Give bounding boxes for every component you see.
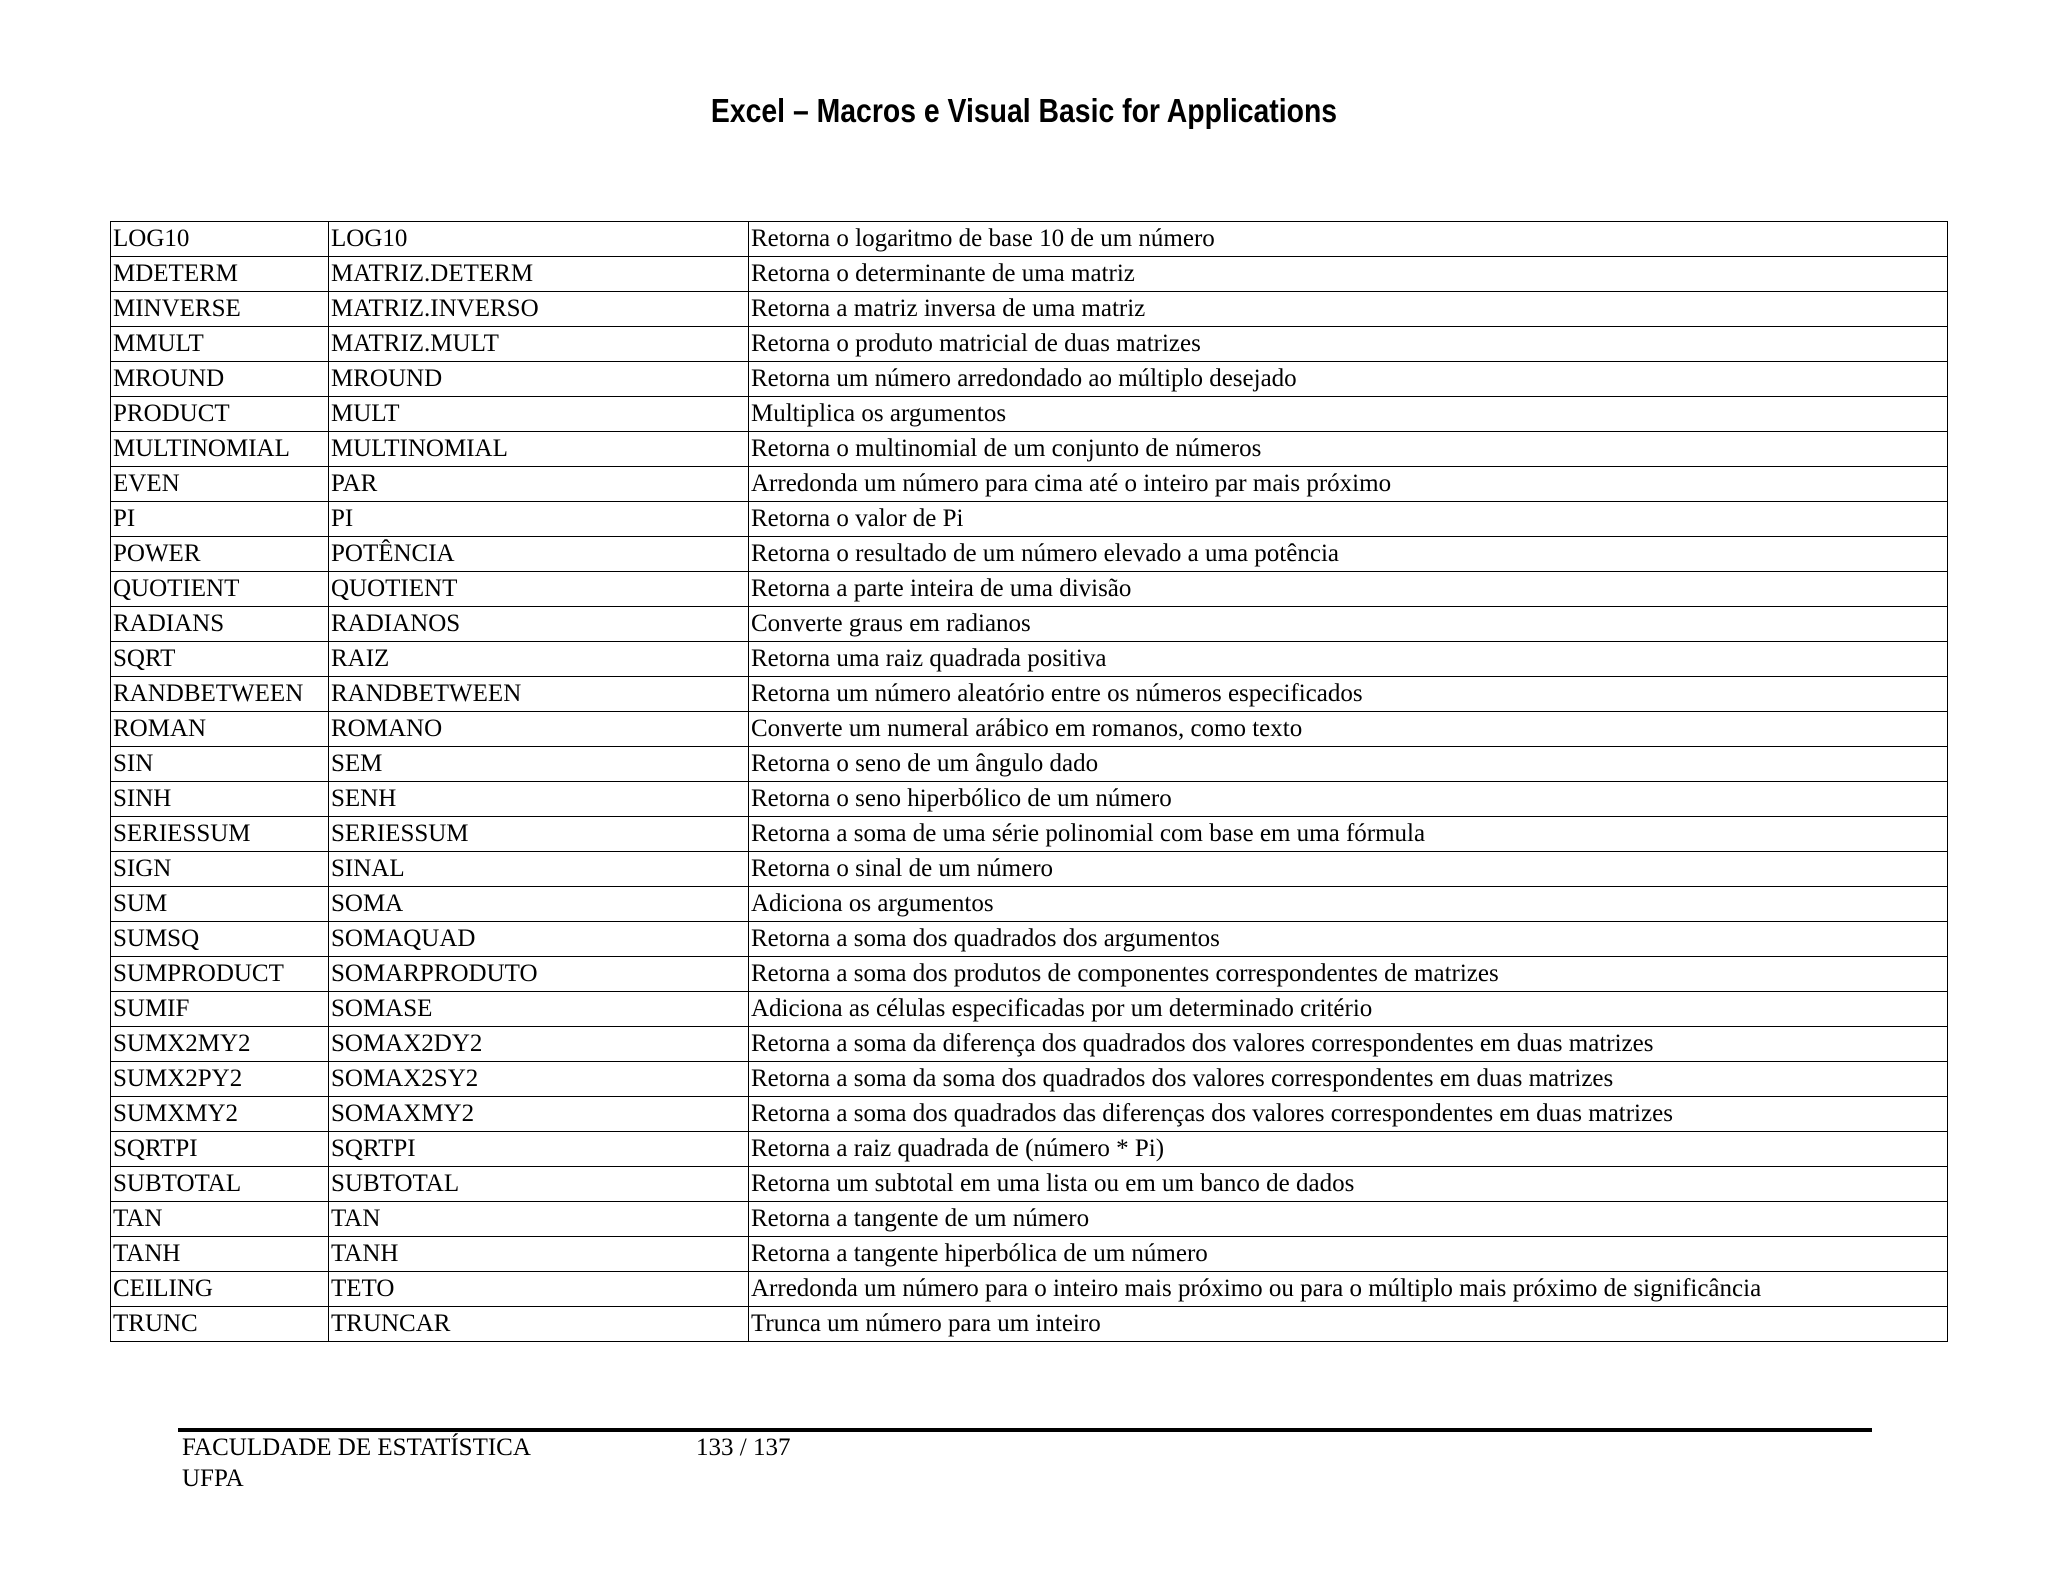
function-name-en-cell: CEILING xyxy=(111,1272,329,1307)
function-name-pt-cell: SOMARPRODUTO xyxy=(329,957,749,992)
table-row xyxy=(111,992,1948,1027)
function-name-en-cell: TAN xyxy=(111,1202,329,1237)
function-name-pt-cell: MROUND xyxy=(329,362,749,397)
table-row xyxy=(111,572,1948,607)
function-name-pt-cell: PAR xyxy=(329,467,749,502)
function-name-pt-cell: RANDBETWEEN xyxy=(329,677,749,712)
function-name-en-cell: MINVERSE xyxy=(111,292,329,327)
function-name-pt-cell: SOMAQUAD xyxy=(329,922,749,957)
function-name-en-cell: PRODUCT xyxy=(111,397,329,432)
table-row xyxy=(111,1167,1948,1202)
function-name-pt-cell: TRUNCAR xyxy=(329,1307,749,1342)
function-name-en-cell: SUMX2MY2 xyxy=(111,1027,329,1062)
function-description-cell: Retorna um número arredondado ao múltiplo desejado xyxy=(749,362,1948,397)
function-description-cell: Retorna o produto matricial de duas matrizes xyxy=(749,327,1948,362)
table-row xyxy=(111,957,1948,992)
function-description-cell: Multiplica os argumentos xyxy=(749,397,1948,432)
function-description-cell: Retorna a parte inteira de uma divisão xyxy=(749,572,1948,607)
function-description-cell: Converte graus em radianos xyxy=(749,607,1948,642)
table-row xyxy=(111,1307,1948,1342)
table-row xyxy=(111,1272,1948,1307)
function-description-cell: Arredonda um número para cima até o inteiro par mais próximo xyxy=(749,467,1948,502)
function-description-cell: Retorna a raiz quadrada de (número * Pi) xyxy=(749,1132,1948,1167)
table-row xyxy=(111,922,1948,957)
function-name-pt-cell: TETO xyxy=(329,1272,749,1307)
function-description-cell: Adiciona as células especificadas por um determinado critério xyxy=(749,992,1948,1027)
function-name-en-cell: PI xyxy=(111,502,329,537)
function-name-pt-cell: POTÊNCIA xyxy=(329,537,749,572)
function-description-cell: Retorna o sinal de um número xyxy=(749,852,1948,887)
function-name-en-cell: SUMIF xyxy=(111,992,329,1027)
function-name-en-cell: MROUND xyxy=(111,362,329,397)
table-row xyxy=(111,502,1948,537)
function-description-cell: Converte um numeral arábico em romanos, como texto xyxy=(749,712,1948,747)
function-description-cell: Trunca um número para um inteiro xyxy=(749,1307,1948,1342)
table-row xyxy=(111,397,1948,432)
page-number: 133 / 137 xyxy=(696,1434,791,1461)
function-name-pt-cell: SOMAXMY2 xyxy=(329,1097,749,1132)
table-row xyxy=(111,292,1948,327)
table-row xyxy=(111,222,1948,257)
footer-org-line2: UFPA xyxy=(182,1465,244,1492)
table-row xyxy=(111,1132,1948,1167)
function-description-cell: Retorna o resultado de um número elevado a uma potência xyxy=(749,537,1948,572)
function-name-pt-cell: SEM xyxy=(329,747,749,782)
function-name-en-cell: SUBTOTAL xyxy=(111,1167,329,1202)
table-row xyxy=(111,817,1948,852)
function-name-en-cell: SUMX2PY2 xyxy=(111,1062,329,1097)
function-name-pt-cell: SOMASE xyxy=(329,992,749,1027)
function-name-en-cell: SIN xyxy=(111,747,329,782)
function-name-en-cell: MDETERM xyxy=(111,257,329,292)
function-description-cell: Retorna a soma da diferença dos quadrados dos valores correspondentes em duas matrizes xyxy=(749,1027,1948,1062)
function-name-en-cell: EVEN xyxy=(111,467,329,502)
function-name-en-cell: MULTINOMIAL xyxy=(111,432,329,467)
function-description-cell: Retorna o multinomial de um conjunto de números xyxy=(749,432,1948,467)
table-row xyxy=(111,327,1948,362)
function-name-en-cell: TANH xyxy=(111,1237,329,1272)
page-title: Excel – Macros e Visual Basic for Applications xyxy=(710,92,1338,129)
function-name-en-cell: SIGN xyxy=(111,852,329,887)
function-name-pt-cell: MULTINOMIAL xyxy=(329,432,749,467)
function-name-en-cell: SQRT xyxy=(111,642,329,677)
table-row xyxy=(111,747,1948,782)
function-name-pt-cell: SERIESSUM xyxy=(329,817,749,852)
table-row xyxy=(111,432,1948,467)
table-row xyxy=(111,782,1948,817)
function-description-cell: Retorna a tangente hiperbólica de um número xyxy=(749,1237,1948,1272)
function-name-en-cell: SQRTPI xyxy=(111,1132,329,1167)
function-name-pt-cell: RAIZ xyxy=(329,642,749,677)
function-name-en-cell: POWER xyxy=(111,537,329,572)
table-row xyxy=(111,852,1948,887)
function-description-cell: Retorna o valor de Pi xyxy=(749,502,1948,537)
table-row xyxy=(111,467,1948,502)
function-description-cell: Retorna um número aleatório entre os números especificados xyxy=(749,677,1948,712)
function-name-en-cell: SERIESSUM xyxy=(111,817,329,852)
function-name-pt-cell: TANH xyxy=(329,1237,749,1272)
footer-org-line1: FACULDADE DE ESTATÍSTICA xyxy=(182,1434,531,1461)
function-name-en-cell: SINH xyxy=(111,782,329,817)
function-name-en-cell: RADIANS xyxy=(111,607,329,642)
function-name-pt-cell: MATRIZ.DETERM xyxy=(329,257,749,292)
table-row xyxy=(111,1062,1948,1097)
function-name-en-cell: SUMXMY2 xyxy=(111,1097,329,1132)
function-name-en-cell: ROMAN xyxy=(111,712,329,747)
function-name-pt-cell: SENH xyxy=(329,782,749,817)
table-row xyxy=(111,712,1948,747)
footer-organization xyxy=(182,1432,531,1494)
function-name-en-cell: SUMPRODUCT xyxy=(111,957,329,992)
function-name-pt-cell: SOMAX2DY2 xyxy=(329,1027,749,1062)
function-description-cell: Retorna a soma dos quadrados dos argumentos xyxy=(749,922,1948,957)
function-name-pt-cell: LOG10 xyxy=(329,222,749,257)
function-table-body xyxy=(111,222,1948,1342)
function-description-cell: Retorna uma raiz quadrada positiva xyxy=(749,642,1948,677)
function-name-en-cell: SUMSQ xyxy=(111,922,329,957)
table-row xyxy=(111,607,1948,642)
function-description-cell: Arredonda um número para o inteiro mais próximo ou para o múltiplo mais próximo de significância xyxy=(749,1272,1948,1307)
function-table xyxy=(110,221,1948,1342)
function-name-pt-cell: TAN xyxy=(329,1202,749,1237)
function-description-cell: Retorna um subtotal em uma lista ou em um banco de dados xyxy=(749,1167,1948,1202)
function-name-pt-cell: MATRIZ.MULT xyxy=(329,327,749,362)
function-name-pt-cell: RADIANOS xyxy=(329,607,749,642)
function-name-pt-cell: MATRIZ.INVERSO xyxy=(329,292,749,327)
function-name-pt-cell: SOMA xyxy=(329,887,749,922)
function-name-en-cell: MMULT xyxy=(111,327,329,362)
function-name-pt-cell: PI xyxy=(329,502,749,537)
function-name-en-cell: TRUNC xyxy=(111,1307,329,1342)
function-description-cell: Retorna a soma de uma série polinomial com base em uma fórmula xyxy=(749,817,1948,852)
function-description-cell: Retorna o seno de um ângulo dado xyxy=(749,747,1948,782)
table-row xyxy=(111,1027,1948,1062)
function-name-pt-cell: SOMAX2SY2 xyxy=(329,1062,749,1097)
table-row xyxy=(111,537,1948,572)
function-name-en-cell: SUM xyxy=(111,887,329,922)
function-description-cell: Adiciona os argumentos xyxy=(749,887,1948,922)
function-description-cell: Retorna o determinante de uma matriz xyxy=(749,257,1948,292)
function-name-pt-cell: SUBTOTAL xyxy=(329,1167,749,1202)
table-row xyxy=(111,642,1948,677)
function-name-pt-cell: MULT xyxy=(329,397,749,432)
function-description-cell: Retorna o logaritmo de base 10 de um número xyxy=(749,222,1948,257)
function-description-cell: Retorna o seno hiperbólico de um número xyxy=(749,782,1948,817)
function-name-en-cell: QUOTIENT xyxy=(111,572,329,607)
function-description-cell: Retorna a soma da soma dos quadrados dos valores correspondentes em duas matrizes xyxy=(749,1062,1948,1097)
function-description-cell: Retorna a soma dos quadrados das diferenças dos valores correspondentes em duas matrizes xyxy=(749,1097,1948,1132)
function-description-cell: Retorna a soma dos produtos de componentes correspondentes de matrizes xyxy=(749,957,1948,992)
table-row xyxy=(111,887,1948,922)
function-name-pt-cell: ROMANO xyxy=(329,712,749,747)
function-name-pt-cell: QUOTIENT xyxy=(329,572,749,607)
table-row xyxy=(111,1097,1948,1132)
function-name-en-cell: RANDBETWEEN xyxy=(111,677,329,712)
function-description-cell: Retorna a matriz inversa de uma matriz xyxy=(749,292,1948,327)
table-row xyxy=(111,362,1948,397)
function-name-en-cell: LOG10 xyxy=(111,222,329,257)
table-row xyxy=(111,677,1948,712)
table-row xyxy=(111,1237,1948,1272)
function-description-cell: Retorna a tangente de um número xyxy=(749,1202,1948,1237)
function-name-pt-cell: SQRTPI xyxy=(329,1132,749,1167)
table-row xyxy=(111,257,1948,292)
function-name-pt-cell: SINAL xyxy=(329,852,749,887)
table-row xyxy=(111,1202,1948,1237)
